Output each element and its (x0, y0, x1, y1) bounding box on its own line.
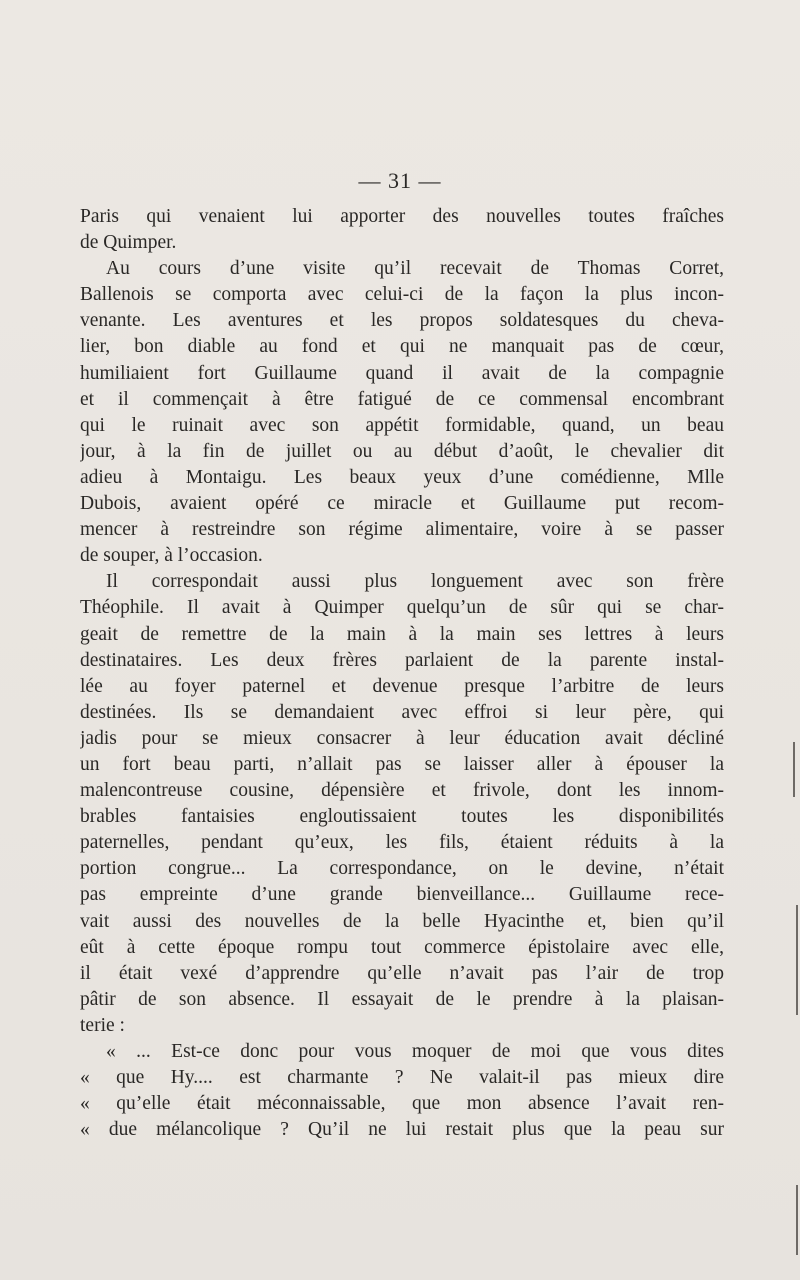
text-line: Il correspondait aussi plus longuement avec son frère (106, 571, 724, 593)
text-line: lier, bon diable au fond et qui ne manquait pas de cœur, (80, 336, 724, 358)
quote-line: « ... Est-ce donc pour vous moquer de moi que vous dites (106, 1041, 724, 1062)
text-line: eût à cette époque rompu tout commerce épistolaire avec elle, (80, 936, 724, 958)
text-line: Paris qui venaient lui apporter des nouvelles toutes fraîches (80, 206, 724, 227)
text-line: vait aussi des nouvelles de la belle Hyacinthe et, bien qu’il (80, 910, 724, 932)
text-line: Dubois, avaient opéré ce miracle et Guillaume put recom- (80, 493, 724, 515)
text-line: et il commençait à être fatigué de ce commensal encombrant (80, 388, 724, 410)
text-line: humiliaient fort Guillaume quand il avait de la compagnie (80, 362, 724, 384)
text-line: malencontreuse cousine, dépensière et frivole, dont les innom- (80, 780, 724, 802)
text-line: brables fantaisies engloutissaient toutes les disponibilités (80, 806, 724, 828)
text-line: paternelles, pendant qu’eux, les fils, étaient réduits à la (80, 832, 724, 854)
text-line: terie : (80, 1014, 125, 1036)
text-line: il était vexé d’apprendre qu’elle n’avait pas l’air de trop (80, 962, 724, 984)
text-line: pas empreinte d’une grande bienveillance... Guillaume rece- (80, 884, 724, 906)
quote-line: « que Hy.... est charmante ? Ne valait-il pas mieux dire (80, 1067, 724, 1089)
body-text (80, 204, 724, 1143)
text-line: jadis pour se mieux consacrer à leur éducation avait décliné (80, 727, 724, 749)
text-line: jour, à la fin de juillet ou au début d’août, le chevalier dit (80, 440, 724, 462)
text-line: mencer à restreindre son régime alimentaire, voire à se passer (80, 519, 724, 541)
text-line: Théophile. Il avait à Quimper quelqu’un de sûr qui se char- (80, 597, 724, 619)
text-line: portion congrue... La correspondance, on le devine, n’était (80, 858, 724, 880)
text-line: pâtir de son absence. Il essayait de le prendre à la plaisan- (80, 988, 724, 1010)
scan-edge-mark (793, 742, 795, 797)
text-line: adieu à Montaigu. Les beaux yeux d’une comédienne, Mlle (80, 466, 724, 488)
page-number: — 31 — (358, 168, 442, 193)
text-line: qui le ruinait avec son appétit formidable, quand, un beau (80, 414, 724, 436)
text-line: de Quimper. (80, 232, 177, 254)
text-line: Ballenois se comporta avec celui-ci de la façon la plus incon- (80, 284, 724, 306)
text-line: de souper, à l’occasion. (80, 545, 263, 567)
quote-line: « due mélancolique ? Qu’il ne lui restait plus que la peau sur (80, 1119, 724, 1141)
text-line: Au cours d’une visite qu’il recevait de Thomas Corret, (106, 258, 724, 280)
scan-edge-mark (796, 905, 798, 1015)
text-line: destinées. Ils se demandaient avec effroi si leur père, qui (80, 701, 724, 723)
text-line: lée au foyer paternel et devenue presque l’arbitre de leurs (80, 675, 724, 697)
quote-line: « qu’elle était méconnaissable, que mon absence l’avait ren- (80, 1093, 724, 1115)
text-line: venante. Les aventures et les propos soldatesques du cheva- (80, 310, 724, 332)
text-line: geait de remettre de la main à la main ses lettres à leurs (80, 623, 724, 645)
scan-edge-mark (796, 1185, 798, 1255)
text-line: destinataires. Les deux frères parlaient de la parente instal- (80, 649, 724, 671)
text-line: un fort beau parti, n’allait pas se laisser aller à épouser la (80, 753, 724, 775)
